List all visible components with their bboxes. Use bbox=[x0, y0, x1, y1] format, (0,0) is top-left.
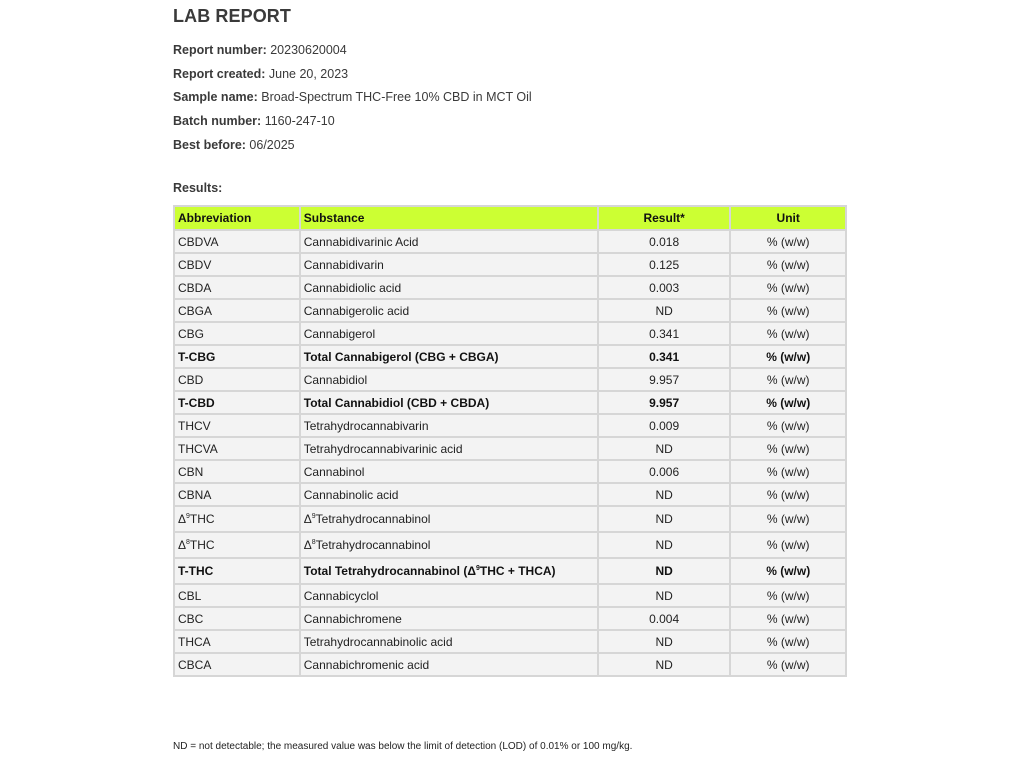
results-table-body bbox=[174, 230, 846, 676]
cell-result: ND bbox=[598, 506, 731, 532]
meta-label: Best before: bbox=[173, 137, 246, 152]
abbr-suffix: THC bbox=[189, 512, 215, 526]
cell-unit: % (w/w) bbox=[730, 299, 846, 322]
table-row bbox=[174, 558, 846, 584]
column-header-result: Result* bbox=[598, 206, 731, 230]
cell-result: 0.009 bbox=[598, 414, 731, 437]
meta-value: 1160-247-10 bbox=[264, 114, 335, 129]
cell-substance bbox=[300, 532, 598, 558]
results-table bbox=[173, 205, 847, 677]
meta-value: 06/2025 bbox=[249, 137, 295, 152]
table-row bbox=[174, 253, 846, 276]
cell-unit: % (w/w) bbox=[730, 558, 846, 584]
cell-unit: % (w/w) bbox=[730, 506, 846, 532]
cell-unit: % (w/w) bbox=[730, 276, 846, 299]
superscript: 9 bbox=[475, 565, 480, 572]
substance-suffix: THC + THCA) bbox=[479, 564, 556, 578]
meta-report-number bbox=[173, 39, 532, 63]
cell-substance: Cannabigerol bbox=[300, 322, 598, 345]
table-row bbox=[174, 391, 846, 414]
cell-abbreviation: CBC bbox=[174, 607, 300, 630]
cell-substance: Cannabinol bbox=[300, 460, 598, 483]
cell-abbreviation: CBDVA bbox=[174, 230, 300, 253]
substance-suffix: Tetrahydrocannabinol bbox=[315, 512, 431, 526]
table-row bbox=[174, 437, 846, 460]
cell-unit: % (w/w) bbox=[730, 630, 846, 653]
table-row bbox=[174, 345, 846, 368]
cell-result: 9.957 bbox=[598, 368, 731, 391]
cell-result: ND bbox=[598, 653, 731, 676]
cell-unit: % (w/w) bbox=[730, 414, 846, 437]
table-header-row bbox=[174, 206, 846, 230]
meta-label: Sample name: bbox=[173, 90, 258, 105]
cell-unit: % (w/w) bbox=[730, 253, 846, 276]
results-heading: Results: bbox=[173, 181, 223, 195]
meta-label: Report created: bbox=[173, 66, 266, 81]
cell-abbreviation: CBD bbox=[174, 368, 300, 391]
cell-abbreviation: T-CBD bbox=[174, 391, 300, 414]
cell-substance: Cannabichromene bbox=[300, 607, 598, 630]
cell-result: ND bbox=[598, 532, 731, 558]
cell-substance: Tetrahydrocannabinolic acid bbox=[300, 630, 598, 653]
column-header-abbreviation: Abbreviation bbox=[174, 206, 300, 230]
cell-abbreviation: THCVA bbox=[174, 437, 300, 460]
table-row bbox=[174, 414, 846, 437]
cell-substance bbox=[300, 558, 598, 584]
cell-result: ND bbox=[598, 558, 731, 584]
cell-unit: % (w/w) bbox=[730, 584, 846, 607]
cell-result: 9.957 bbox=[598, 391, 731, 414]
cell-abbreviation bbox=[174, 532, 300, 558]
cell-result: 0.006 bbox=[598, 460, 731, 483]
page-title: LAB REPORT bbox=[173, 6, 291, 26]
cell-abbreviation: CBL bbox=[174, 584, 300, 607]
column-header-substance: Substance bbox=[300, 206, 598, 230]
cell-substance: Cannabidivarinic Acid bbox=[300, 230, 598, 253]
meta-best-before bbox=[173, 134, 532, 158]
abbr-suffix: THC bbox=[189, 538, 215, 552]
table-row bbox=[174, 506, 846, 532]
superscript: 9 bbox=[186, 513, 190, 520]
cell-substance: Tetrahydrocannabivarinic acid bbox=[300, 437, 598, 460]
cell-abbreviation: T-THC bbox=[174, 558, 300, 584]
table-row bbox=[174, 483, 846, 506]
table-row bbox=[174, 607, 846, 630]
substance-suffix: Tetrahydrocannabinol bbox=[315, 538, 431, 552]
meta-label: Batch number: bbox=[173, 114, 262, 129]
meta-value: Broad-Spectrum THC-Free 10% CBD in MCT Oil bbox=[261, 90, 532, 105]
cell-unit: % (w/w) bbox=[730, 607, 846, 630]
cell-substance: Cannabigerolic acid bbox=[300, 299, 598, 322]
cell-unit: % (w/w) bbox=[730, 460, 846, 483]
substance-prefix: Δ bbox=[303, 512, 312, 526]
column-header-unit: Unit bbox=[730, 206, 846, 230]
meta-sample-name bbox=[173, 86, 532, 110]
cell-result: 0.003 bbox=[598, 276, 731, 299]
footnote: ND = not detectable; the measured value was below the limit of detection (LOD) of 0.01% or 100 mg/kg. bbox=[173, 741, 633, 752]
cell-unit: % (w/w) bbox=[730, 483, 846, 506]
cell-result: 0.004 bbox=[598, 607, 731, 630]
table-row bbox=[174, 299, 846, 322]
meta-report-created bbox=[173, 63, 532, 87]
cell-substance: Cannabinolic acid bbox=[300, 483, 598, 506]
meta-value: 20230620004 bbox=[270, 43, 347, 57]
superscript: 9 bbox=[311, 513, 316, 520]
cell-substance: Cannabidivarin bbox=[300, 253, 598, 276]
cell-result: ND bbox=[598, 299, 731, 322]
abbr-prefix: Δ bbox=[178, 538, 187, 552]
meta-value: June 20, 2023 bbox=[268, 66, 349, 81]
table-row bbox=[174, 630, 846, 653]
table-row bbox=[174, 653, 846, 676]
cell-unit: % (w/w) bbox=[730, 322, 846, 345]
cell-unit: % (w/w) bbox=[730, 437, 846, 460]
cell-result: 0.341 bbox=[598, 345, 731, 368]
report-metadata bbox=[173, 39, 532, 158]
superscript: 8 bbox=[186, 539, 190, 546]
meta-label: Report number: bbox=[173, 43, 267, 57]
cell-abbreviation: CBNA bbox=[174, 483, 300, 506]
cell-unit: % (w/w) bbox=[730, 653, 846, 676]
cell-result: 0.018 bbox=[598, 230, 731, 253]
abbr-prefix: Δ bbox=[178, 512, 187, 526]
cell-result: 0.341 bbox=[598, 322, 731, 345]
table-row bbox=[174, 368, 846, 391]
cell-substance: Total Cannabidiol (CBD + CBDA) bbox=[300, 391, 598, 414]
meta-batch-number bbox=[173, 110, 532, 134]
cell-substance: Cannabichromenic acid bbox=[300, 653, 598, 676]
table-row bbox=[174, 322, 846, 345]
cell-unit: % (w/w) bbox=[730, 391, 846, 414]
table-row bbox=[174, 460, 846, 483]
cell-result: ND bbox=[598, 437, 731, 460]
cell-abbreviation: T-CBG bbox=[174, 345, 300, 368]
cell-abbreviation bbox=[174, 506, 300, 532]
cell-result: ND bbox=[598, 630, 731, 653]
cell-result: ND bbox=[598, 584, 731, 607]
cell-substance: Total Cannabigerol (CBG + CBGA) bbox=[300, 345, 598, 368]
cell-substance: Tetrahydrocannabivarin bbox=[300, 414, 598, 437]
cell-abbreviation: CBGA bbox=[174, 299, 300, 322]
cell-substance: Cannabicyclol bbox=[300, 584, 598, 607]
cell-abbreviation: CBCA bbox=[174, 653, 300, 676]
cell-unit: % (w/w) bbox=[730, 532, 846, 558]
cell-abbreviation: CBDV bbox=[174, 253, 300, 276]
substance-prefix: Δ bbox=[303, 538, 312, 552]
cell-abbreviation: THCA bbox=[174, 630, 300, 653]
table-row bbox=[174, 276, 846, 299]
cell-result: ND bbox=[598, 483, 731, 506]
cell-result: 0.125 bbox=[598, 253, 731, 276]
cell-unit: % (w/w) bbox=[730, 230, 846, 253]
cell-abbreviation: CBDA bbox=[174, 276, 300, 299]
cell-substance bbox=[300, 506, 598, 532]
cell-unit: % (w/w) bbox=[730, 345, 846, 368]
cell-abbreviation: THCV bbox=[174, 414, 300, 437]
cell-substance: Cannabidiol bbox=[300, 368, 598, 391]
cell-abbreviation: CBG bbox=[174, 322, 300, 345]
cell-abbreviation: CBN bbox=[174, 460, 300, 483]
table-row bbox=[174, 532, 846, 558]
superscript: 8 bbox=[311, 539, 316, 546]
cell-substance: Cannabidiolic acid bbox=[300, 276, 598, 299]
cell-unit: % (w/w) bbox=[730, 368, 846, 391]
substance-prefix: Total Tetrahydrocannabinol (Δ bbox=[303, 564, 476, 578]
table-row bbox=[174, 584, 846, 607]
table-row bbox=[174, 230, 846, 253]
